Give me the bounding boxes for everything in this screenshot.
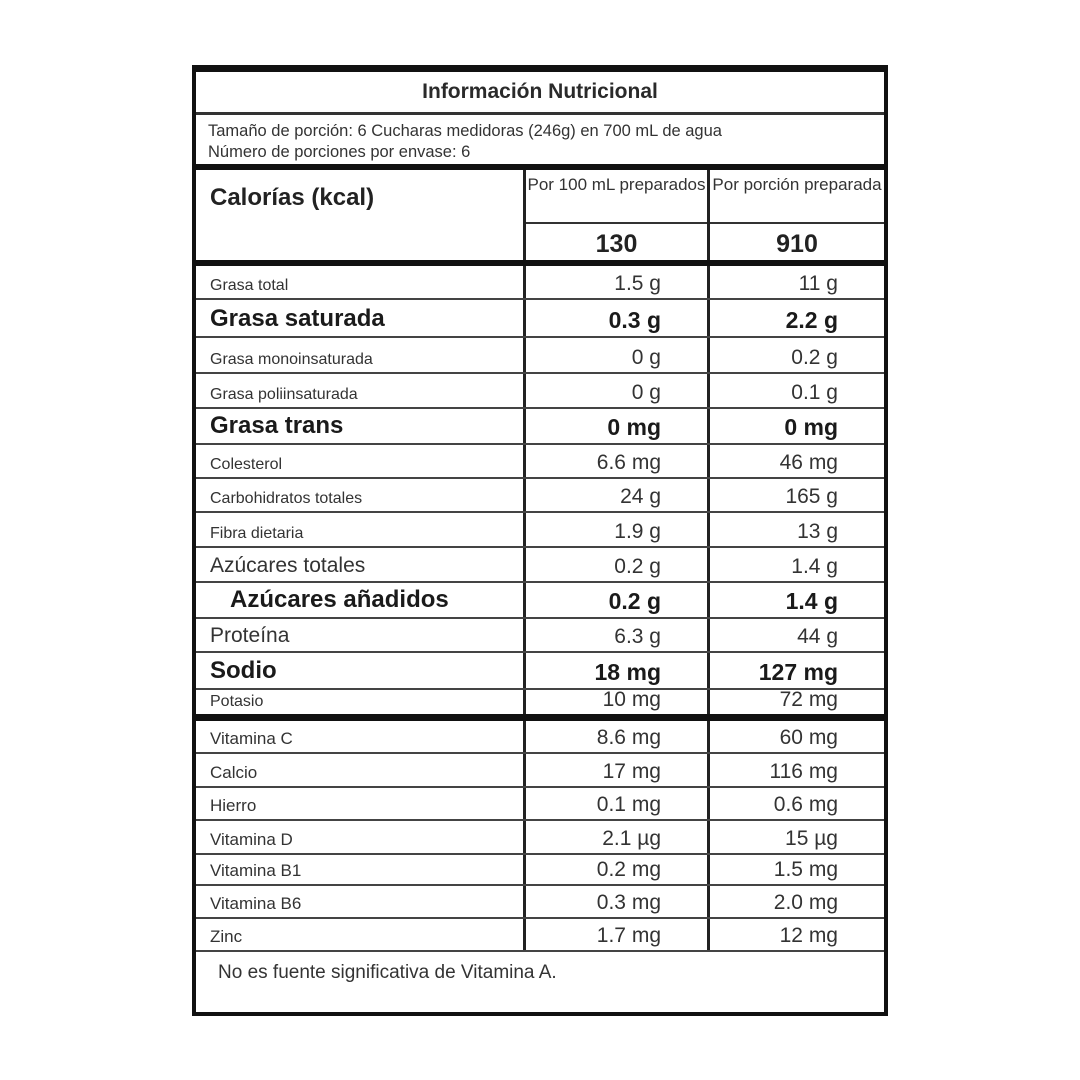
table-row: [196, 513, 884, 548]
per-serving-cell: [707, 653, 884, 688]
nutrient-name: Vitamina B1: [210, 861, 302, 880]
table-row: [196, 721, 884, 754]
table-row: [196, 919, 884, 952]
footer-note: No es fuente significativa de Vitamina A.: [218, 962, 557, 983]
per-serving-value: 0.1 g: [791, 381, 838, 404]
per-serving-cell: [707, 690, 884, 714]
calories-label: Calorías (kcal): [210, 184, 375, 211]
nutrient-name: Azúcares totales: [210, 554, 366, 577]
table-row: [196, 821, 884, 855]
per-serving-value: 2.2 g: [785, 307, 838, 333]
per-serving-cell: [707, 266, 884, 298]
table-row: [196, 338, 884, 374]
nutrient-name: Vitamina D: [210, 830, 293, 849]
per-100ml-value: 8.6 mg: [596, 726, 661, 749]
per-100ml-value: 1.9 g: [614, 520, 661, 543]
table-row: [196, 445, 884, 479]
per-100ml-cell: [523, 886, 707, 917]
per-serving-cell: [707, 548, 884, 581]
per-100ml-cell: [523, 548, 707, 581]
per-100ml-value: 18 mg: [594, 659, 661, 685]
calories-section: [196, 170, 884, 266]
per-serving-value: 1.5 mg: [773, 858, 838, 881]
per-serving-value: 11 g: [798, 272, 838, 295]
per-100ml-value: 0.2 mg: [596, 858, 661, 881]
per-serving-cell: [707, 513, 884, 546]
per-100ml-value: 0.1 mg: [596, 793, 661, 816]
per-serving-cell: [707, 374, 884, 407]
per-100ml-cell: [523, 619, 707, 651]
per-serving-cell: [707, 754, 884, 786]
nutrient-name: Carbohidratos totales: [210, 490, 363, 507]
per-serving-value: 0.6 mg: [773, 793, 838, 816]
per-100ml-value: 0 g: [631, 381, 661, 404]
table-row: [196, 788, 884, 821]
nutrient-name: Hierro: [210, 796, 257, 815]
per-100ml-value: 0.2 g: [614, 555, 661, 578]
nutrient-name: Potasio: [210, 693, 264, 710]
per-100ml-value: 0.3 mg: [596, 891, 661, 914]
label-title: Información Nutricional: [196, 72, 884, 115]
nutrient-name: Vitamina B6: [210, 894, 302, 913]
per-serving-cell: [707, 788, 884, 819]
table-row: [196, 300, 884, 338]
calories-per-serving: 910: [776, 230, 818, 258]
per-serving-value: 72 mg: [779, 688, 838, 711]
table-row: [196, 855, 884, 886]
per-100ml-cell: [523, 855, 707, 884]
per-serving-value: 13 g: [797, 520, 838, 543]
per-100ml-cell: [523, 338, 707, 372]
per-serving-cell: [707, 338, 884, 372]
per-100ml-value: 0.2 g: [608, 588, 661, 614]
table-row: [196, 409, 884, 445]
per-serving-cell: [707, 821, 884, 853]
serving-info: [196, 115, 884, 170]
per-serving-cell: [707, 479, 884, 511]
table-row: [196, 266, 884, 300]
per-serving-value: 0 mg: [784, 414, 838, 440]
per-serving-cell: [707, 445, 884, 477]
nutrient-name: Grasa saturada: [210, 305, 385, 332]
per-100ml-cell: [523, 583, 707, 617]
per-serving-column: [707, 170, 884, 260]
per-100ml-cell: [523, 754, 707, 786]
per-serving-cell: [707, 886, 884, 917]
per-serving-value: 12 mg: [779, 924, 838, 947]
per-100ml-value: 10 mg: [602, 688, 661, 711]
nutrient-name: Grasa trans: [210, 412, 344, 439]
table-row: [196, 886, 884, 919]
per-serving-value: 1.4 g: [791, 555, 838, 578]
nutrient-name: Vitamina C: [210, 729, 293, 748]
serving-size: Tamaño de porción: 6 Cucharas medidoras (246g) en 700 mL de agua: [208, 122, 722, 140]
table-row: [196, 754, 884, 788]
nutrient-name: Fibra dietaria: [210, 525, 304, 542]
nutrient-name: Colesterol: [210, 456, 283, 473]
per-serving-value: 1.4 g: [785, 588, 838, 614]
per-100ml-cell: [523, 653, 707, 688]
per-100ml-cell: [523, 266, 707, 298]
per-100ml-value: 0 mg: [607, 414, 661, 440]
per-100ml-cell: [523, 445, 707, 477]
per-100ml-cell: [523, 721, 707, 752]
per-100ml-value: 0 g: [631, 346, 661, 369]
per-serving-cell: [707, 300, 884, 336]
per-serving-cell: [707, 721, 884, 752]
table-row: [196, 548, 884, 583]
per-serving-cell: [707, 919, 884, 950]
table-row: [196, 653, 884, 690]
vitamins-table: [196, 721, 884, 952]
nutrient-name: Grasa monoinsaturada: [210, 351, 373, 368]
table-row: [196, 374, 884, 409]
table-row: [196, 479, 884, 513]
per-100ml-header: Por 100 mL preparados: [526, 170, 707, 224]
per-serving-value: 116 mg: [769, 760, 838, 783]
nutrient-name: Sodio: [210, 657, 277, 684]
per-serving-value: 2.0 mg: [773, 891, 838, 914]
per-serving-cell: [707, 619, 884, 651]
per-100ml-cell: [523, 690, 707, 714]
nutrition-facts-label: [192, 65, 888, 1016]
per-100ml-value: 24 g: [620, 485, 661, 508]
per-100ml-cell: [523, 919, 707, 950]
per-100ml-value: 17 mg: [602, 760, 661, 783]
per-100ml-cell: [523, 513, 707, 546]
per-100ml-value: 6.6 mg: [596, 451, 661, 474]
nutrient-name: Proteína: [210, 624, 290, 647]
per-100ml-value: 1.7 mg: [596, 924, 661, 947]
per-serving-value: 0.2 g: [791, 346, 838, 369]
table-row: [196, 583, 884, 619]
per-serving-value: 44 g: [797, 625, 838, 648]
per-100ml-cell: [523, 821, 707, 853]
per-100ml-cell: [523, 374, 707, 407]
per-100ml-value: 2.1 µg: [602, 827, 661, 850]
nutrient-name: Grasa poliinsaturada: [210, 386, 358, 403]
per-100ml-cell: [523, 409, 707, 443]
per-100ml-cell: [523, 479, 707, 511]
nutrient-name: Zinc: [210, 927, 243, 946]
per-serving-value: 60 mg: [779, 726, 838, 749]
per-100ml-value: 6.3 g: [614, 625, 661, 648]
per-100ml-value: 1.5 g: [614, 272, 661, 295]
calories-per-100ml: 130: [595, 230, 638, 258]
nutrients-table: [196, 266, 884, 721]
per-100ml-cell: [523, 788, 707, 819]
servings-per-container: Número de porciones por envase: 6: [208, 143, 471, 161]
per-serving-value: 165 g: [785, 485, 838, 508]
per-100ml-value: 0.3 g: [608, 307, 661, 333]
per-serving-value: 127 mg: [758, 659, 838, 685]
per-100ml-cell: [523, 300, 707, 336]
per-serving-cell: [707, 855, 884, 884]
nutrient-name: Grasa total: [210, 277, 289, 294]
per-serving-cell: [707, 583, 884, 617]
table-row: [196, 619, 884, 653]
per-serving-value: 15 µg: [785, 827, 838, 850]
per-serving-header: Por porción preparada: [710, 170, 884, 224]
table-row: [196, 690, 884, 721]
nutrient-name: Azúcares añadidos: [230, 586, 449, 613]
nutrient-name: Calcio: [210, 763, 258, 782]
per-serving-cell: [707, 409, 884, 443]
per-serving-value: 46 mg: [779, 451, 838, 474]
per-100ml-column: [523, 170, 707, 260]
